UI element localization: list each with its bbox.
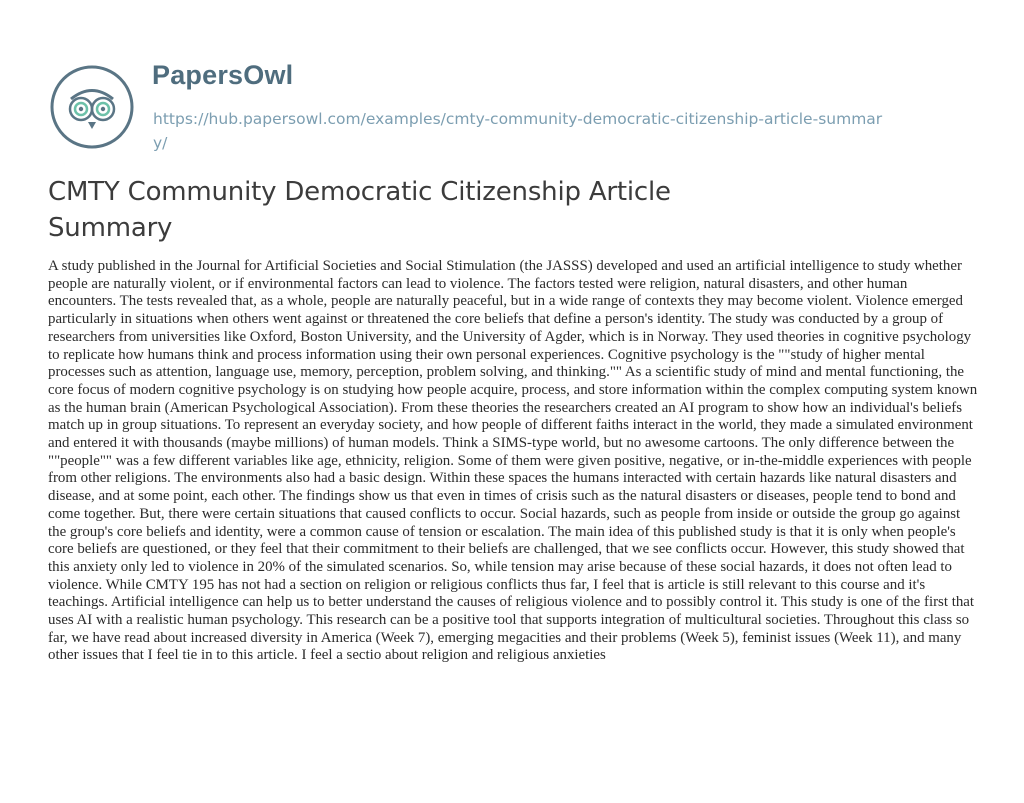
source-url-link[interactable]: https://hub.papersowl.com/examples/cmty-community-democratic-citizenship-article-summary/: [153, 110, 883, 152]
brand-name: PapersOwl: [152, 60, 294, 90]
page-title: CMTY Community Democratic Citizenship Article Summary: [48, 177, 671, 243]
site-header: [49, 52, 949, 162]
owl-logo-icon: [49, 64, 135, 150]
article-body: A study published in the Journal for Artificial Societies and Social Stimulation (the JASSS) developed and used an artificial intelligence to study whether people are naturally violent, or if environmental factors can lead to violence. The factors tested were religion, natural disasters, and other human encounters. The tests revealed that, as a whole, people are naturally peaceful, but in a wide range of contexts they may become violent. Violence emerged particularly in situations when others went against or threatened the core beliefs that define a person's identity. The study was conducted by a group of researchers from universities like Oxford, Boston University, and the University of Agder, which is in Norway. They used theories in cognitive psychology to replicate how humans think and process information using their own personal experiences. Cognitive psychology is the ""study of higher mental processes such as attention, language use, memory, perception, problem solving, and thinking."" As a scientific study of mind and mental functioning, the core focus of modern cognitive psychology is on studying how people acquire, process, and store information within the complex computing system known as the human brain (American Psychological Association). From these theories the researchers created an AI program to show how an individual's beliefs match up in group situations. To represent an everyday society, and how people of different faiths interact in the world, they made a simulated environment and entered it with thousands (maybe millions) of human models. Think a SIMS-type world, but no awesome cartoons. The only difference between the ""people"" was a few different variables like age, ethnicity, religion. Some of them were given positive, negative, or in-the-middle experiences with people from other religions. The environments also had a basic design. Within these spaces the humans interacted with certain hazards like natural disasters and disease, and at some point, each other. The findings show us that even in times of crisis such as the natural disasters or diseases, people tend to bond and come together. But, there were certain situations that caused conflicts to occur. Social hazards, such as people from inside or outside the group go against the group's core beliefs and identity, were a common cause of tension or escalation. The main idea of this published study is that it is only when people's core beliefs are questioned, or they feel that their commitment to their beliefs are challenged, that we see conflicts occur. However, this study showed that this anxiety only led to violence in 20% of the simulated scenarios. So, while tension may arise because of these social hazards, it does not often lead to violence. While CMTY 195 has not had a section on religion or religious conflicts thus far, I feel that is article is still relevant to this course and it's teachings. Artificial intelligence can help us to better understand the causes of religious violence and to possibly control it. This study is one of the first that uses AI with a realistic human psychology. This research can be a positive tool that supports integration of multicultural societies. Throughout this class so far, we have read about increased diversity in America (Week 7), emerging megacities and their problems (Week 5), feminist issues (Week 11), and many other issues that I feel tie in to this article. I feel a sectio about religion and religious anxieties: [48, 258, 978, 664]
